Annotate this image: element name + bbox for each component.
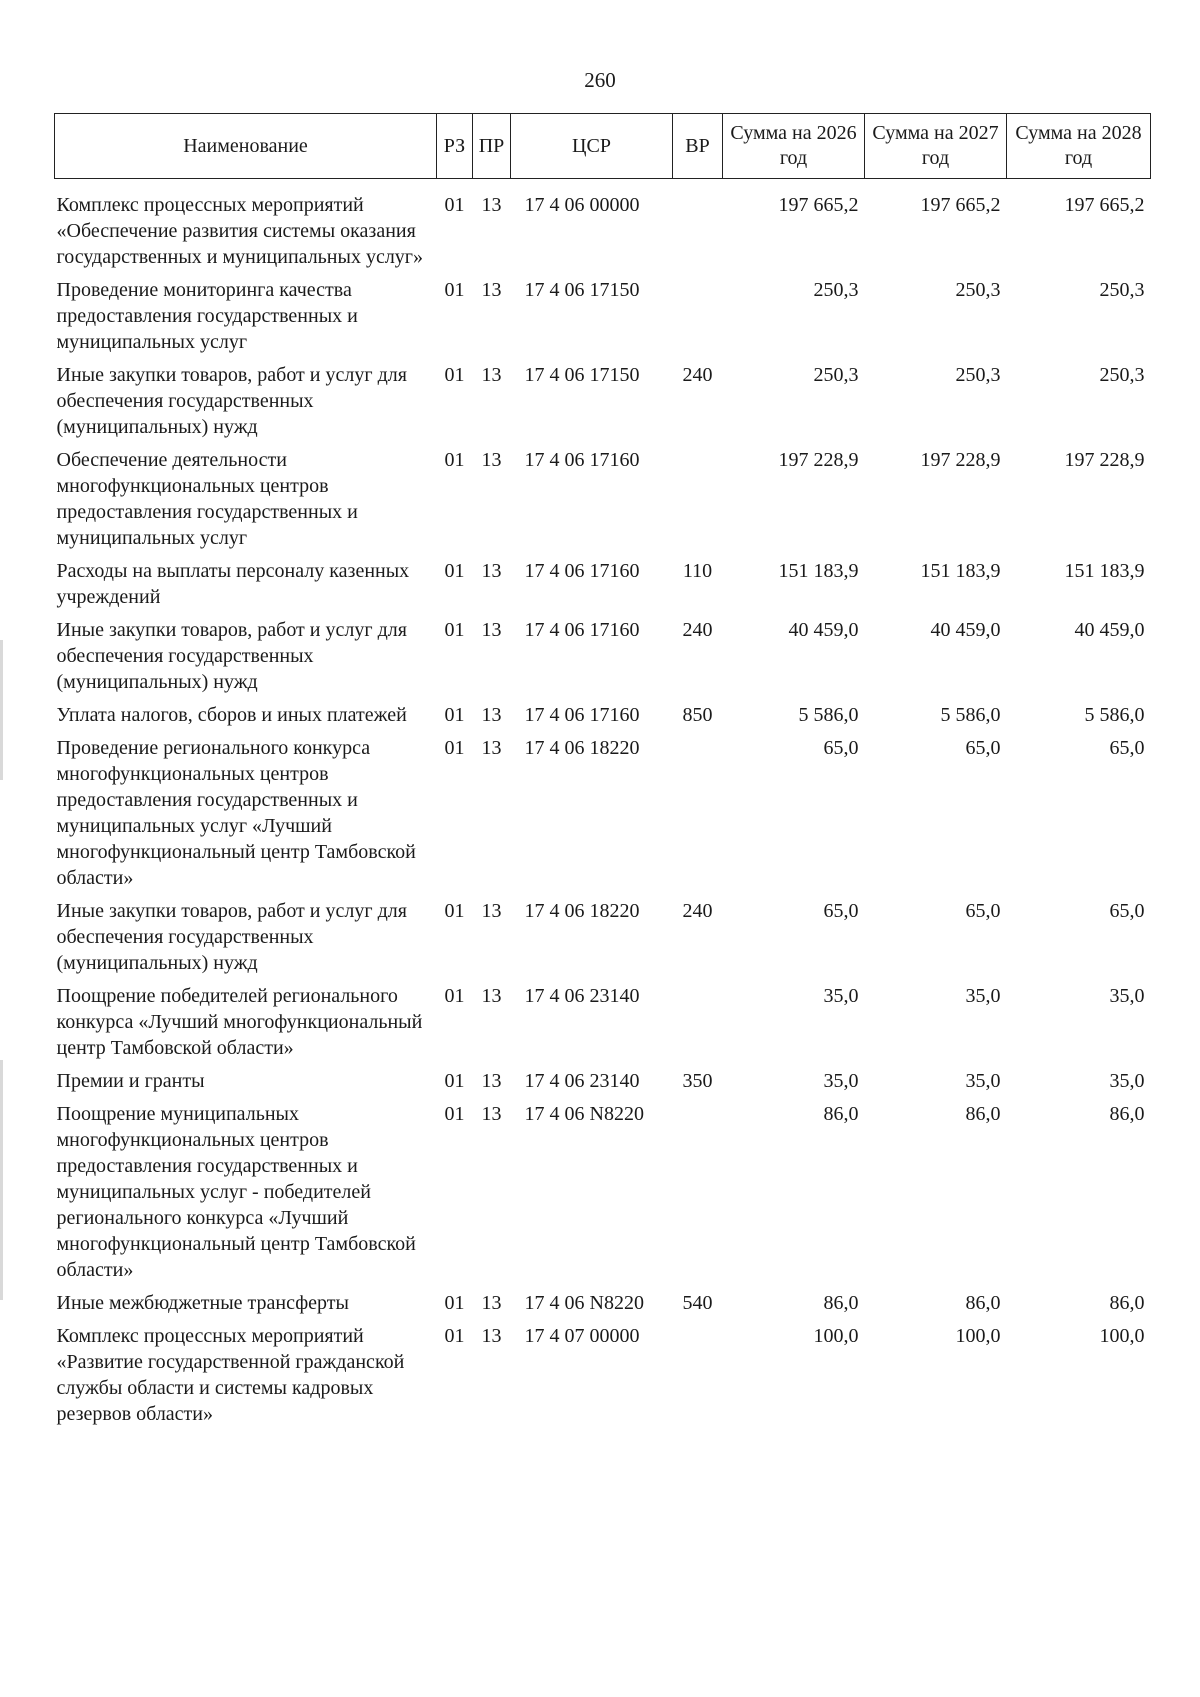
row-vr xyxy=(673,1323,723,1434)
header-name: Наименование xyxy=(55,114,437,179)
row-sum-2027: 250,3 xyxy=(955,364,1001,386)
row-rz: 01 xyxy=(444,449,465,471)
row-sum-2028: 250,3 xyxy=(1099,279,1145,301)
row-name: Проведение мониторинга качества предоставления государственных и муниципальных услуг xyxy=(56,279,358,353)
row-sum-2026: 86,0 xyxy=(823,1292,859,1314)
row-rz: 01 xyxy=(444,364,465,386)
row-vr xyxy=(673,983,723,1068)
row-sum-2027: 65,0 xyxy=(965,737,1001,759)
header-sum-2028: Сумма на 2028 год xyxy=(1007,114,1151,179)
row-sum-2026: 151 183,9 xyxy=(778,560,859,582)
row-csr: 17 4 06 17160 xyxy=(524,449,640,471)
row-csr: 17 4 06 18220 xyxy=(524,900,640,922)
row-name: Поощрение муниципальных многофункциональных центров предоставления государственных и муниципальных услуг - победителей регионального конкурса «Лучший многофункциональный центр Тамбовской области» xyxy=(56,1103,416,1281)
row-vr: 540 xyxy=(682,1292,713,1314)
row-name: Премии и гранты xyxy=(56,1070,205,1092)
row-rz: 01 xyxy=(444,1325,465,1347)
row-pr: 13 xyxy=(481,1325,502,1347)
row-sum-2026: 197 228,9 xyxy=(778,449,859,471)
row-name: Уплата налогов, сборов и иных платежей xyxy=(56,704,407,726)
row-sum-2027: 65,0 xyxy=(965,900,1001,922)
header-sum-2027: Сумма на 2027 год xyxy=(865,114,1007,179)
table-row xyxy=(55,983,1151,1068)
row-name: Обеспечение деятельности многофункциональных центров предоставления государственных и муниципальных услуг xyxy=(56,449,358,549)
header-pr: ПР xyxy=(473,114,511,179)
row-sum-2026: 35,0 xyxy=(823,985,859,1007)
row-pr: 13 xyxy=(481,279,502,301)
row-sum-2027: 40 459,0 xyxy=(930,619,1001,641)
table-row xyxy=(55,1290,1151,1323)
row-rz: 01 xyxy=(444,1070,465,1092)
row-sum-2026: 65,0 xyxy=(823,737,859,759)
table-header xyxy=(55,114,1151,179)
row-pr: 13 xyxy=(481,1103,502,1125)
table-row xyxy=(55,447,1151,558)
scan-edge-mark xyxy=(0,640,3,780)
row-sum-2028: 65,0 xyxy=(1109,900,1145,922)
row-pr: 13 xyxy=(481,560,502,582)
row-vr: 240 xyxy=(682,364,713,386)
row-pr: 13 xyxy=(481,619,502,641)
row-pr: 13 xyxy=(481,704,502,726)
row-sum-2027: 197 228,9 xyxy=(920,449,1001,471)
table-row xyxy=(55,617,1151,702)
row-pr: 13 xyxy=(481,985,502,1007)
row-rz: 01 xyxy=(444,1103,465,1125)
table-row xyxy=(55,277,1151,362)
row-sum-2027: 250,3 xyxy=(955,279,1001,301)
row-rz: 01 xyxy=(444,1292,465,1314)
row-vr xyxy=(673,179,723,278)
row-sum-2026: 35,0 xyxy=(823,1070,859,1092)
page-number: 260 xyxy=(584,68,616,92)
row-rz: 01 xyxy=(444,279,465,301)
row-sum-2028: 151 183,9 xyxy=(1064,560,1145,582)
row-sum-2028: 197 665,2 xyxy=(1064,194,1145,216)
row-sum-2028: 86,0 xyxy=(1109,1103,1145,1125)
table-row xyxy=(55,898,1151,983)
row-vr: 110 xyxy=(682,560,713,582)
row-name: Комплекс процессных мероприятий «Развитие государственной гражданской службы области и системы кадровых резервов области» xyxy=(56,1325,405,1425)
row-pr: 13 xyxy=(481,900,502,922)
row-csr: 17 4 06 N8220 xyxy=(524,1292,644,1314)
row-pr: 13 xyxy=(481,1292,502,1314)
table-row xyxy=(55,1101,1151,1290)
header-rz: РЗ xyxy=(437,114,473,179)
row-sum-2027: 151 183,9 xyxy=(920,560,1001,582)
row-rz: 01 xyxy=(444,985,465,1007)
row-sum-2027: 100,0 xyxy=(955,1325,1001,1347)
row-sum-2027: 35,0 xyxy=(965,1070,1001,1092)
row-sum-2026: 65,0 xyxy=(823,900,859,922)
table-row xyxy=(55,558,1151,617)
table-row xyxy=(55,179,1151,278)
row-pr: 13 xyxy=(481,449,502,471)
row-sum-2028: 197 228,9 xyxy=(1064,449,1145,471)
row-sum-2026: 197 665,2 xyxy=(778,194,859,216)
row-sum-2028: 250,3 xyxy=(1099,364,1145,386)
row-pr: 13 xyxy=(481,737,502,759)
header-sum-2026: Сумма на 2026 год xyxy=(723,114,865,179)
row-sum-2027: 86,0 xyxy=(965,1292,1001,1314)
row-sum-2026: 250,3 xyxy=(813,364,859,386)
row-vr: 850 xyxy=(682,704,713,726)
row-sum-2026: 40 459,0 xyxy=(788,619,859,641)
row-csr: 17 4 06 18220 xyxy=(524,737,640,759)
row-sum-2026: 250,3 xyxy=(813,279,859,301)
row-sum-2027: 5 586,0 xyxy=(940,704,1001,726)
row-csr: 17 4 06 23140 xyxy=(524,985,640,1007)
row-rz: 01 xyxy=(444,704,465,726)
table-row xyxy=(55,1068,1151,1101)
row-name: Иные межбюджетные трансферты xyxy=(56,1292,349,1314)
table-row xyxy=(55,702,1151,735)
row-name: Расходы на выплаты персоналу казенных учреждений xyxy=(56,560,410,608)
row-csr: 17 4 06 17160 xyxy=(524,704,640,726)
row-sum-2028: 40 459,0 xyxy=(1074,619,1145,641)
row-name: Проведение регионального конкурса многофункциональных центров предоставления государственных и муниципальных услуг «Лучший многофункциональный центр Тамбовской области» xyxy=(56,737,416,889)
table-row xyxy=(55,1323,1151,1434)
row-name: Иные закупки товаров, работ и услуг для обеспечения государственных (муниципальных) нужд xyxy=(56,619,407,693)
row-csr: 17 4 06 17150 xyxy=(524,364,640,386)
row-sum-2026: 86,0 xyxy=(823,1103,859,1125)
row-sum-2028: 86,0 xyxy=(1109,1292,1145,1314)
row-vr xyxy=(673,277,723,362)
row-sum-2027: 35,0 xyxy=(965,985,1001,1007)
budget-table xyxy=(54,113,1151,1434)
header-vr: ВР xyxy=(673,114,723,179)
row-pr: 13 xyxy=(481,364,502,386)
row-vr xyxy=(673,447,723,558)
row-sum-2028: 35,0 xyxy=(1109,1070,1145,1092)
table-row xyxy=(55,362,1151,447)
row-csr: 17 4 07 00000 xyxy=(524,1325,640,1347)
row-pr: 13 xyxy=(481,1070,502,1092)
row-rz: 01 xyxy=(444,900,465,922)
row-rz: 01 xyxy=(444,194,465,216)
row-sum-2028: 65,0 xyxy=(1109,737,1145,759)
row-sum-2026: 5 586,0 xyxy=(798,704,859,726)
row-rz: 01 xyxy=(444,737,465,759)
row-csr: 17 4 06 N8220 xyxy=(524,1103,644,1125)
scan-edge-mark xyxy=(0,1060,3,1300)
row-name: Иные закупки товаров, работ и услуг для обеспечения государственных (муниципальных) нужд xyxy=(56,900,407,974)
row-vr: 240 xyxy=(682,619,713,641)
row-vr xyxy=(673,1101,723,1290)
header-csr: ЦСР xyxy=(511,114,673,179)
row-vr: 350 xyxy=(682,1070,713,1092)
row-csr: 17 4 06 17150 xyxy=(524,279,640,301)
row-csr: 17 4 06 23140 xyxy=(524,1070,640,1092)
row-csr: 17 4 06 17160 xyxy=(524,560,640,582)
row-name: Поощрение победителей регионального конкурса «Лучший многофункциональный центр Тамбовской области» xyxy=(56,985,423,1059)
row-name: Комплекс процессных мероприятий «Обеспечение развития системы оказания государственных и муниципальных услуг» xyxy=(56,194,424,268)
row-csr: 17 4 06 00000 xyxy=(524,194,640,216)
row-rz: 01 xyxy=(444,619,465,641)
table-body xyxy=(55,179,1151,1435)
row-sum-2026: 100,0 xyxy=(813,1325,859,1347)
row-sum-2027: 197 665,2 xyxy=(920,194,1001,216)
row-sum-2027: 86,0 xyxy=(965,1103,1001,1125)
row-vr xyxy=(673,735,723,898)
row-sum-2028: 5 586,0 xyxy=(1084,704,1145,726)
row-rz: 01 xyxy=(444,560,465,582)
row-sum-2028: 35,0 xyxy=(1109,985,1145,1007)
row-pr: 13 xyxy=(481,194,502,216)
table-row xyxy=(55,735,1151,898)
row-name: Иные закупки товаров, работ и услуг для обеспечения государственных (муниципальных) нужд xyxy=(56,364,407,438)
row-sum-2028: 100,0 xyxy=(1099,1325,1145,1347)
row-csr: 17 4 06 17160 xyxy=(524,619,640,641)
row-vr: 240 xyxy=(682,900,713,922)
